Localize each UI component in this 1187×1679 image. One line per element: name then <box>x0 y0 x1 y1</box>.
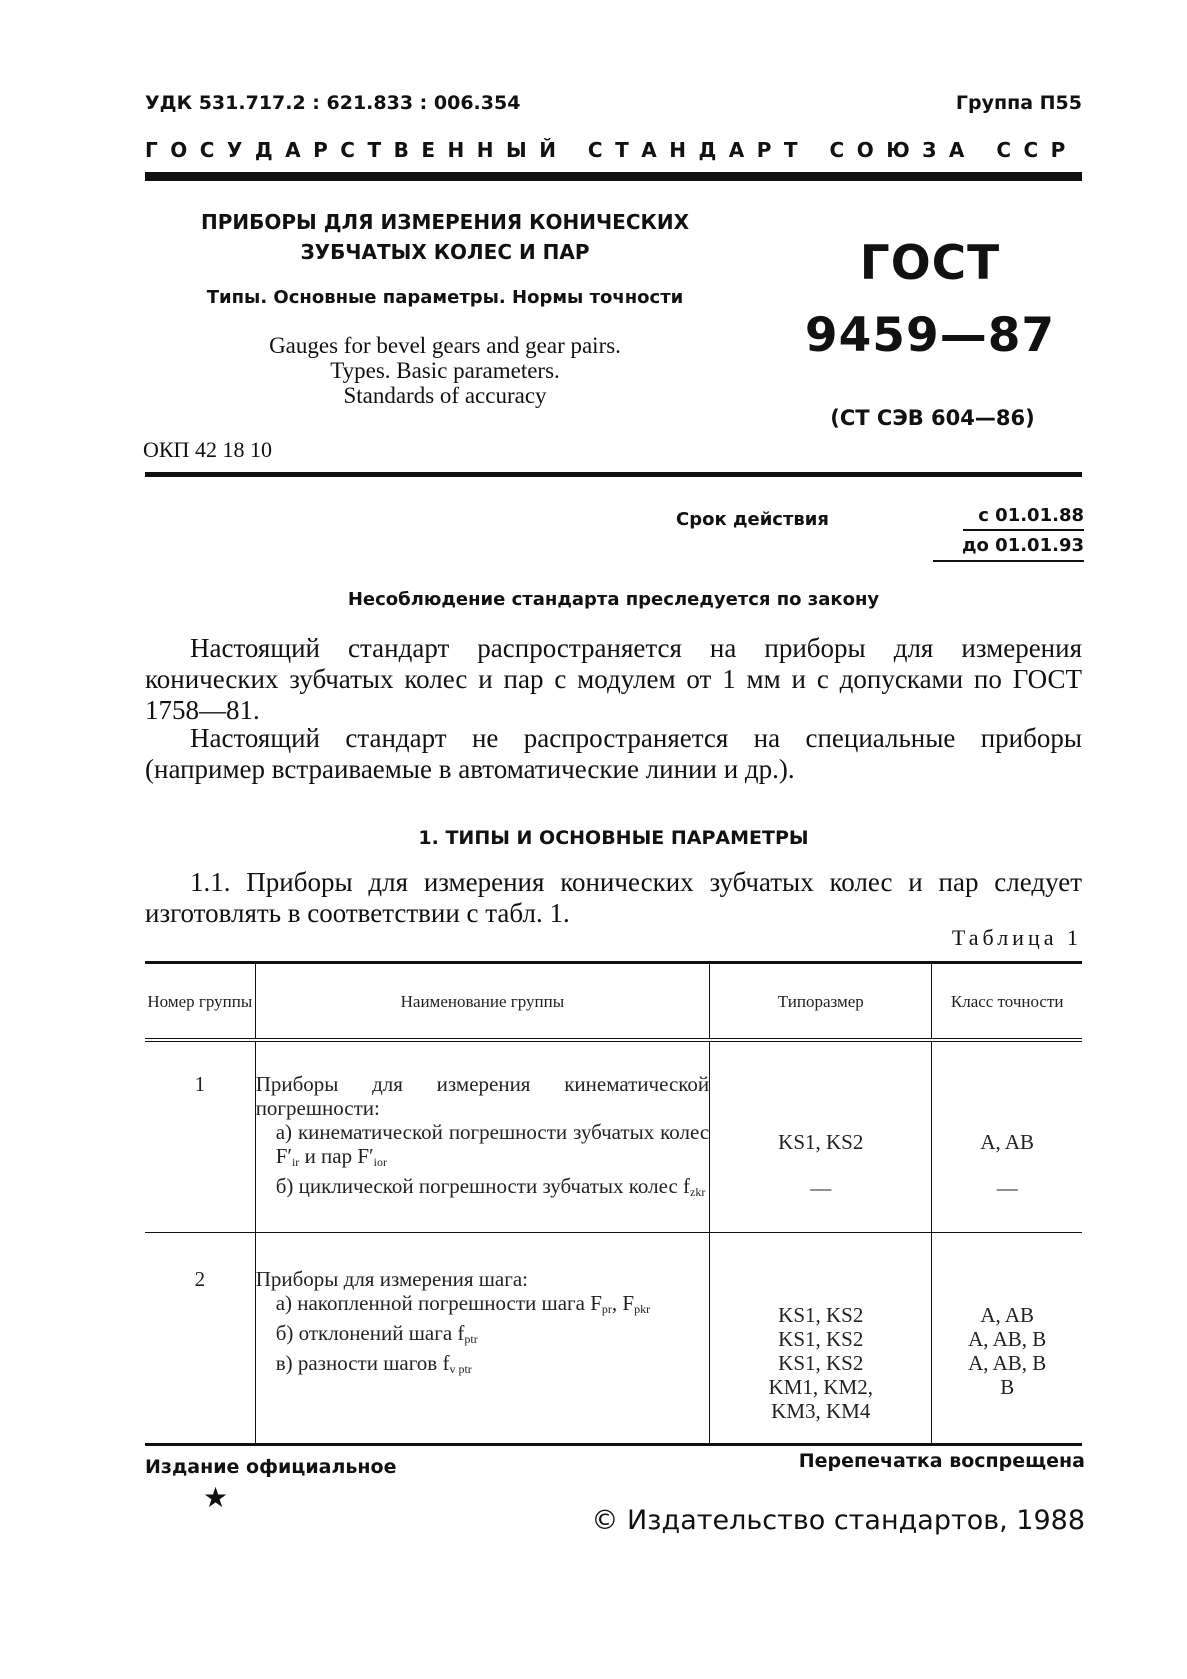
type-size-cell <box>710 1040 932 1232</box>
udk-code: УДК 531.717.2 : 621.833 : 006.354 <box>145 92 521 114</box>
clause-1-1-text: 1.1. Приборы для измерения конических зубчатых колес и пар следует изготовлять в соответствии с табл. 1. <box>145 867 1082 928</box>
group-item-b: б) циклической погрешности зубчатых колес $f_{zkr}$ <box>275 1174 706 1199</box>
validity-from-underline <box>963 529 1084 531</box>
validity-to-underline <box>933 560 1084 562</box>
accuracy-class-cell <box>932 1040 1082 1232</box>
reprint-prohibited: Перепечатка воспрещена <box>798 1450 1085 1472</box>
header-type-size: Типоразмер <box>710 963 932 1041</box>
title-line-2: ЗУБЧАТЫХ КОЛЕС И ПАР <box>300 240 590 264</box>
accuracy-class-value: A, AB <box>980 1302 1035 1327</box>
type-size-value: KS1, KS2 <box>778 1130 864 1154</box>
group-number-cell: 1 <box>145 1040 255 1232</box>
validity-from: с 01.01.88 <box>978 505 1084 526</box>
english-title-line-3: Standards of accuracy <box>343 383 547 408</box>
english-title <box>175 333 715 408</box>
type-size-value: KS1, KS2 <box>778 1302 864 1327</box>
group-name-cell <box>255 1040 709 1232</box>
legal-warning: Несоблюдение стандарта преследуется по закону <box>347 589 880 610</box>
accuracy-class-value: B <box>1000 1374 1015 1399</box>
accuracy-class-value: A, AB, B <box>968 1350 1047 1375</box>
table-row <box>145 1040 1082 1232</box>
english-title-line-2: Types. Basic parameters. <box>330 358 560 383</box>
title-divider <box>145 472 1082 477</box>
okp-code: ОКП 42 18 10 <box>143 437 272 462</box>
gost-number: 9459—87 <box>804 308 1056 363</box>
type-size-value: KM3, KM4 <box>771 1398 871 1423</box>
accuracy-class-value: — <box>996 1176 1018 1200</box>
type-size-value: — <box>810 1176 832 1200</box>
group-intro: Приборы для измерения шага: <box>255 1266 529 1291</box>
intro-paragraph-1 <box>145 633 1082 726</box>
section-heading: 1. ТИПЫ И ОСНОВНЫЕ ПАРАМЕТРЫ <box>418 827 809 849</box>
accuracy-class-cell <box>932 1232 1082 1444</box>
header-divider <box>145 172 1082 181</box>
validity-label: Срок действия <box>676 509 829 530</box>
english-title-line-1: Gauges for bevel gears and gear pairs. <box>269 333 621 358</box>
type-size-value: KS1, KS2 <box>778 1350 864 1375</box>
group-name-cell <box>255 1232 709 1444</box>
header-accuracy-class: Класс точности <box>932 963 1082 1041</box>
type-size-cell <box>710 1232 932 1444</box>
group-item-a: а) кинематической погрешности зубчатых колес $F'_{ir}$ и пар $F'_{ior}$ <box>275 1120 710 1169</box>
group-item-c: в) разности шагов $f_{v ptr}$ <box>275 1350 472 1376</box>
type-size-value: KS1, KS2 <box>778 1326 864 1351</box>
group-intro: Приборы для измерения кинематической погрешности: <box>255 1072 710 1120</box>
group-code: Группа П55 <box>955 92 1082 114</box>
table-header-row <box>145 963 1082 1041</box>
gost-label: ГОСТ <box>859 236 1001 291</box>
st-sev-reference: (СТ СЭВ 604—86) <box>830 406 1035 430</box>
official-edition: Издание официальное <box>145 1456 397 1478</box>
validity-to: до 01.01.93 <box>962 535 1084 556</box>
intro-paragraph-2-text: Настоящий стандарт не распространяется на специальные приборы (например встраиваемые в автоматические линии и др.). <box>145 723 1082 784</box>
table-caption: Таблица 1 <box>951 925 1082 950</box>
header-group-number: Номер группы <box>145 963 255 1041</box>
title-line-1: ПРИБОРЫ ДЛЯ ИЗМЕРЕНИЯ КОНИЧЕСКИХ <box>200 210 690 234</box>
star-icon: ★ <box>203 1481 229 1514</box>
header-group-name: Наименование группы <box>255 963 709 1041</box>
publisher-copyright: © Издательство стандартов, 1988 <box>591 1505 1085 1536</box>
gost-designation <box>800 228 1060 372</box>
accuracy-class-value: A, AB, B <box>968 1326 1047 1351</box>
intro-paragraph-1-text: Настоящий стандарт распространяется на приборы для измерения конических зубчатых колес и пар с модулем от 1 мм и с допусками по ГОСТ 1758—81. <box>145 633 1082 725</box>
clause-1-1 <box>145 867 1082 929</box>
group-item-b: б) отклонений шага $f_{ptr}$ <box>275 1320 478 1346</box>
document-title <box>170 207 720 267</box>
accuracy-class-value: A, AB <box>980 1130 1035 1154</box>
group-number-cell: 2 <box>194 1266 206 1291</box>
table-row <box>145 1232 1082 1444</box>
document-subtitle: Типы. Основные параметры. Нормы точности <box>206 287 684 308</box>
intro-paragraph-2 <box>145 723 1082 785</box>
gauge-groups-table <box>145 961 1082 1446</box>
state-standard-banner: ГОСУДАРСТВЕННЫЙ СТАНДАРТ СОЮЗА ССР <box>145 138 1078 162</box>
group-item-a: а) накопленной погрешности шага $F_{pr}$, $F_{pkr}$ <box>275 1290 651 1316</box>
type-size-value: KM1, KM2, <box>768 1374 873 1399</box>
